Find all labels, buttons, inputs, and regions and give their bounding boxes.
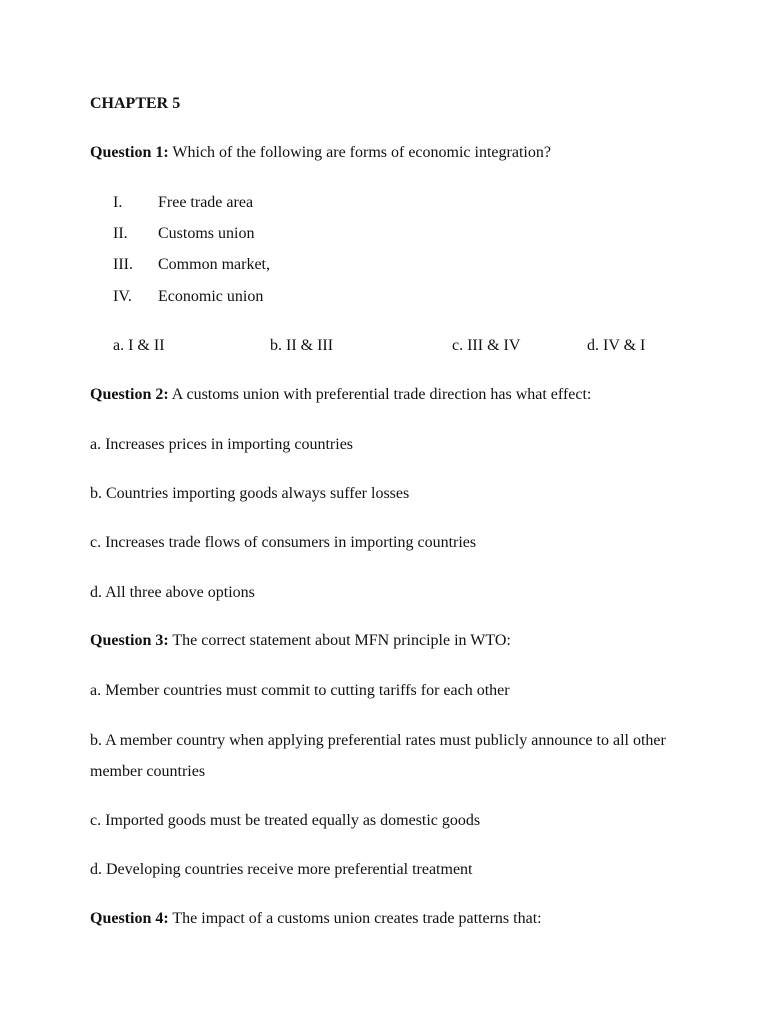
chapter-title: CHAPTER 5 [90, 95, 181, 112]
item-numeral: IV. [113, 288, 132, 305]
choice-a: a. I & II [113, 337, 165, 354]
option-b: b. A member country when applying preferential rates must publicly announce to all other member countries [90, 732, 666, 780]
option-a: a. Member countries must commit to cutting tariffs for each other [90, 682, 510, 699]
item-text: Customs union [158, 225, 255, 242]
item-text: Common market, [158, 256, 270, 273]
item-text: Free trade area [158, 194, 254, 211]
choice-b: b. II & III [270, 337, 334, 354]
question-2-label: Question 2: [90, 386, 169, 403]
question-3-text: The correct statement about MFN principle in WTO: [172, 632, 511, 649]
option-c: c. Increases trade flows of consumers in importing countries [90, 534, 477, 551]
choice-d: d. IV & I [587, 337, 646, 354]
option-d: d. Developing countries receive more preferential treatment [90, 861, 473, 878]
question-3 [90, 631, 511, 651]
choice-c: c. III & IV [452, 337, 521, 354]
question-2-text: A customs union with preferential trade direction has what effect: [171, 386, 592, 403]
question-1 [90, 143, 551, 163]
question-4-label: Question 4: [90, 910, 169, 927]
item-text: Economic union [158, 288, 264, 305]
question-1-label: Question 1: [90, 144, 169, 161]
item-numeral: I. [113, 194, 123, 211]
item-numeral: III. [113, 256, 133, 273]
question-2 [90, 385, 591, 405]
option-d: d. All three above options [90, 584, 255, 601]
question-4 [90, 909, 542, 929]
question-3-label: Question 3: [90, 632, 169, 649]
option-c: c. Imported goods must be treated equally as domestic goods [90, 812, 481, 829]
option-a: a. Increases prices in importing countries [90, 436, 354, 453]
question-4-text: The impact of a customs union creates trade patterns that: [172, 910, 542, 927]
option-b: b. Countries importing goods always suffer losses [90, 485, 410, 502]
item-numeral: II. [113, 225, 128, 242]
question-1-text: Which of the following are forms of economic integration? [172, 144, 551, 161]
